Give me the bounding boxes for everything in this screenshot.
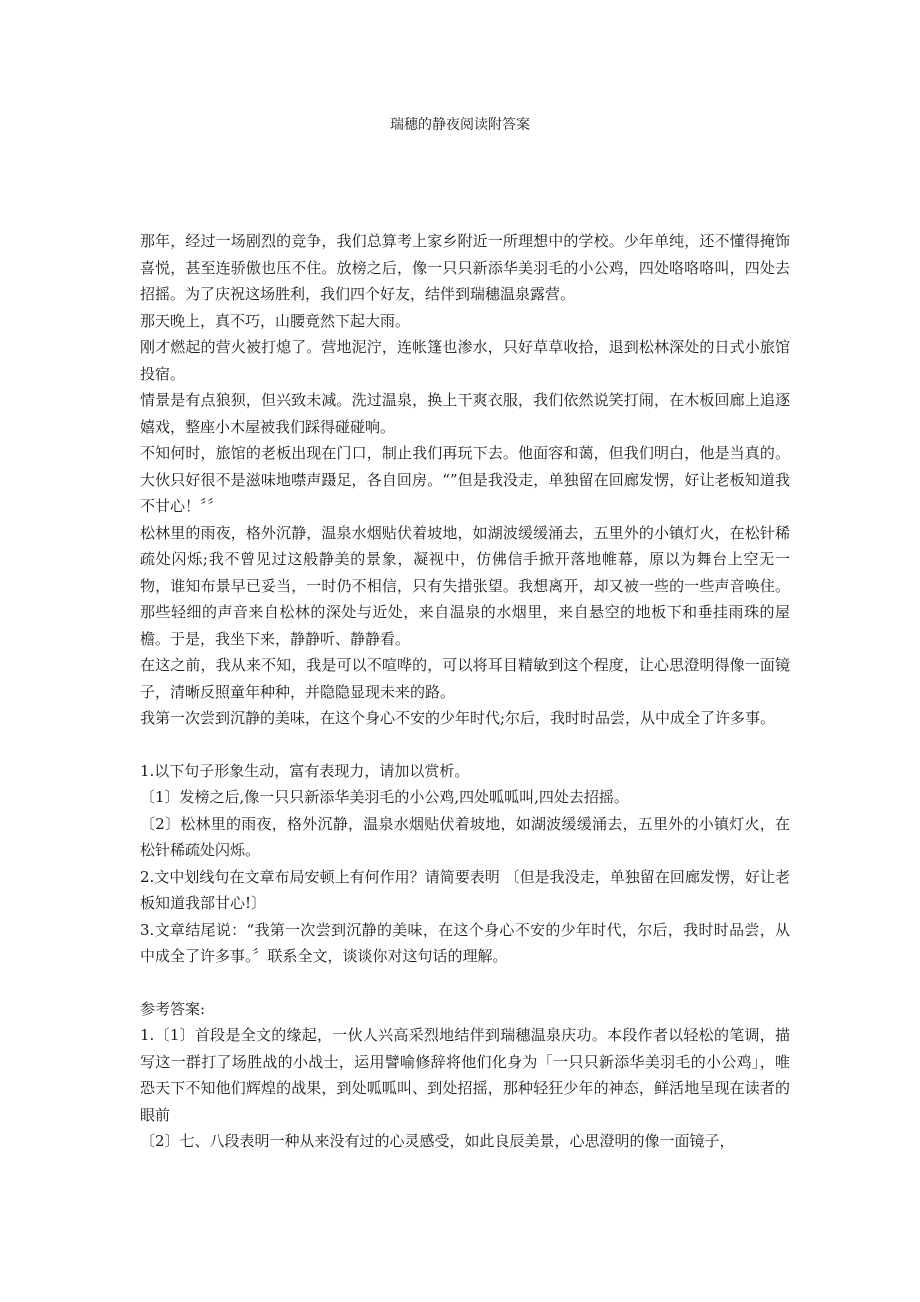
passage (140, 228, 790, 732)
answers-heading: 参考答案: (140, 999, 206, 1018)
passage-paragraph: 那年，经过一场剧烈的竞争，我们总算考上家乡附近一所理想中的学校。少年单纯，还不懂得掩饰喜悦，甚至连骄傲也压不住。放榜之后，像一只只新添华美羽毛的小公鸡，四处咯咯咯叫，四处去招摇。为了庆祝这场胜利，我们四个好友，结伴到瑞穗温泉露营。 (140, 232, 790, 303)
passage-paragraph: 我第一次尝到沉静的美味，在这个身心不安的少年时代;尔后，我时时品尝，从中成全了许多事。 (140, 709, 776, 727)
section-spacer (140, 970, 790, 996)
document-title: 瑞穗的静夜阅读附答案 (390, 117, 530, 133)
passage-paragraph: 情景是有点狼狈，但兴致未减。洗过温泉，换上干爽衣服，我们依然说笑打闹，在木板回廊上追逐嬉戏，整座小木屋被我们踩得碰碰响。 (140, 391, 790, 436)
question-item: 〔2〕松林里的雨夜，格外沉静，温泉水烟贴伏着坡地，如湖波缓缓涌去，五里外的小镇灯火，在松针稀疏处闪烁。 (140, 814, 790, 859)
question-item: 〔1〕发榜之后,像一只只新添华美羽毛的小公鸡,四处呱呱叫,四处去招摇。 (140, 788, 629, 806)
passage-paragraph: 刚才燃起的营火被打熄了。营地泥泞，连帐篷也渗水，只好草草收拾，退到松林深处的日式小旅馆投宿。 (140, 338, 790, 383)
passage-paragraph: 不知何时，旅馆的老板出现在门口，制止我们再玩下去。他面容和蔼，但我们明白，他是当真的。大伙只好很不是滋味地噤声蹑足，各自回房。“”但是我没走，单独留在回廊发愣，好让老板知道我不甘心！〞〞 (140, 444, 790, 515)
question-item: 1.以下句子形象生动，富有表现力，请加以赏析。 (140, 761, 470, 780)
section-spacer (140, 732, 790, 758)
question-item: 3.文章结尾说：“我第一次尝到沉静的美味，在这个身心不安的少年时代，尔后，我时时品尝，从中成全了许多事。〞联系全文，谈谈你对这句话的理解。 (140, 920, 790, 965)
answers-section (140, 996, 790, 1155)
answer-item: 1.〔1〕首段是全文的缘起，一伙人兴高采烈地结伴到瑞穗温泉庆功。本段作者以轻松的笔调，描写这一群打了场胜战的小战士，运用譬喻修辞将他们化身为「一只只新添华美羽毛的小公鸡」，唯恐天下不知他们辉煌的战果，到处呱呱叫、到处招摇，那种轻狂少年的神态，鲜活地呈现在读者的眼前 (140, 1026, 790, 1124)
question-item: 2.文中划线句在文章布局安顿上有何作用？请简要表明 〔但是我没走，单独留在回廊发愣，好让老板知道我部甘心!〕 (140, 867, 790, 912)
passage-paragraph: 在这之前，我从来不知，我是可以不喧哗的，可以将耳目精敏到这个程度，让心思澄明得像一面镜子，清晰反照童年种种，并隐隐显现未来的路。 (140, 656, 790, 701)
passage-paragraph: 松林里的雨夜，格外沉静，温泉水烟贴伏着坡地，如湖波缓缓涌去，五里外的小镇灯火，在松针稀疏处闪烁;我不曾见过这般静美的景象，凝视中，仿佛信手掀开落地帷幕，原以为舞台上空无一物，谁知布景早已妥当，一时仍不相信，只有失措张望。我想离开，却又被一些的一些声音唤住。那些轻细的声音来自松林的深处与近处，来自温泉的水烟里，来自悬空的地板下和垂挂雨珠的屋檐。于是，我坐下来，静静听、静静看。 (140, 523, 790, 648)
questions-section (140, 758, 790, 970)
answer-item: 〔2〕七、八段表明一种从来没有过的心灵感受，如此良辰美景，心思澄明的像一面镜子， (140, 1132, 735, 1150)
document-body (140, 228, 790, 1155)
passage-paragraph: 那天晚上，真不巧，山腰竟然下起大雨。 (140, 311, 411, 330)
